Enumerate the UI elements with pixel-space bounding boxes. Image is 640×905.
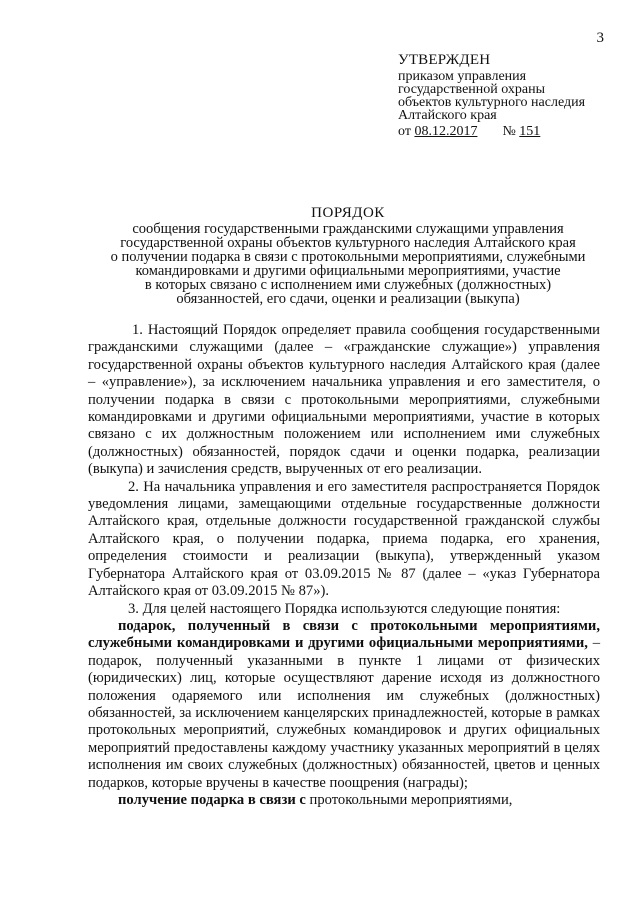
from-label: от [398, 124, 411, 139]
document-heading [88, 206, 608, 306]
subtitle-line: государственной охраны объектов культурного наследия Алтайского края [120, 235, 576, 251]
document-body [88, 322, 600, 809]
subtitle-line: обязанностей, его сдачи, оценки и реализации (выкупа) [176, 291, 520, 307]
definition-gift: – подарок, полученный указанными в пункте 1 лицами от физических (юридических) лиц, которые осуществляют дарение исходя из должностного положения одаряемого или исполнения им служебных (должностных) обязанностей, за исключением канцелярских принадлежностей, которые в рамках протокольных мероприятий, служебных командировок и других официальных мероприятий предоставлены каждому участнику указанных мероприятий в целях исполнения им своих служебных (должностных) обязанностей, цветов и ценных подарков, которые вручены в качестве поощрения (награды); [88, 635, 600, 791]
subtitle-line: о получении подарка в связи с протокольными мероприятиями, служебными [110, 249, 586, 265]
paragraph-3: 3. Для целей настоящего Порядка используются следующие понятия: [128, 600, 561, 617]
page-number: 3 [596, 30, 604, 46]
approval-title: УТВЕРЖДЕН [398, 52, 491, 68]
paragraph-5 [88, 792, 600, 809]
paragraph-2: 2. На начальника управления и его заместителя распространяется Порядок уведомления лицами, замещающими отдельные государственные должности Алтайского края, отдельные должности государственной гражданской службы Алтайского края, о получении подарка, приема подарка, его хранения, определения стоимости и реализации (выкупа), утвержденный указом Губернатора Алтайского края от 03.09.2015 № 87 (далее – «указ Губернатора Алтайского края от 03.09.2015 № 87»). [88, 478, 600, 600]
approval-line: государственной охраны [398, 82, 546, 97]
approval-date-line [398, 125, 628, 138]
paragraph-4 [88, 618, 600, 792]
paragraph-1: 1. Настоящий Порядок определяет правила сообщения государственными гражданскими служащими (далее – «гражданские служащие») управления государственной охраны объектов культурного наследия Алтайского края (далее – «управление»), за исключением начальника управления и его заместителя, о получении подарка в связи с протокольными мероприятиями, служебными командировками и другими официальными мероприятиями, участие в которых связано с их должностным положением или исполнением ими служебных (должностных) обязанностей, порядок сдачи и оценки подарка, реализации (выкупа) и зачисления средств, вырученных от его реализации. [88, 322, 600, 478]
definition-receipt: протокольными мероприятиями, [305, 791, 513, 808]
number-label: № [502, 124, 516, 139]
subtitle-line: в которых связано с исполнением ими служебных (должностных) [144, 277, 552, 293]
document-title: ПОРЯДОК [311, 205, 385, 221]
approval-line: Алтайского края [398, 108, 497, 123]
subtitle-line: сообщения государственными гражданскими служащими управления [132, 221, 564, 237]
order-date: 08.12.2017 [414, 124, 478, 139]
term-gift: подарок, полученный в связи с протокольными мероприятиями, служебными командировками и другими официальными мероприятиями, [88, 617, 600, 652]
term-receipt: получение подарка в связи с [118, 791, 306, 808]
approval-line: приказом управления [398, 69, 527, 84]
approval-line: объектов культурного наследия [398, 95, 586, 110]
subtitle-line: командировками и другими официальными мероприятиями, участие [135, 263, 561, 279]
approval-block [398, 54, 628, 138]
order-number: 151 [519, 124, 541, 139]
